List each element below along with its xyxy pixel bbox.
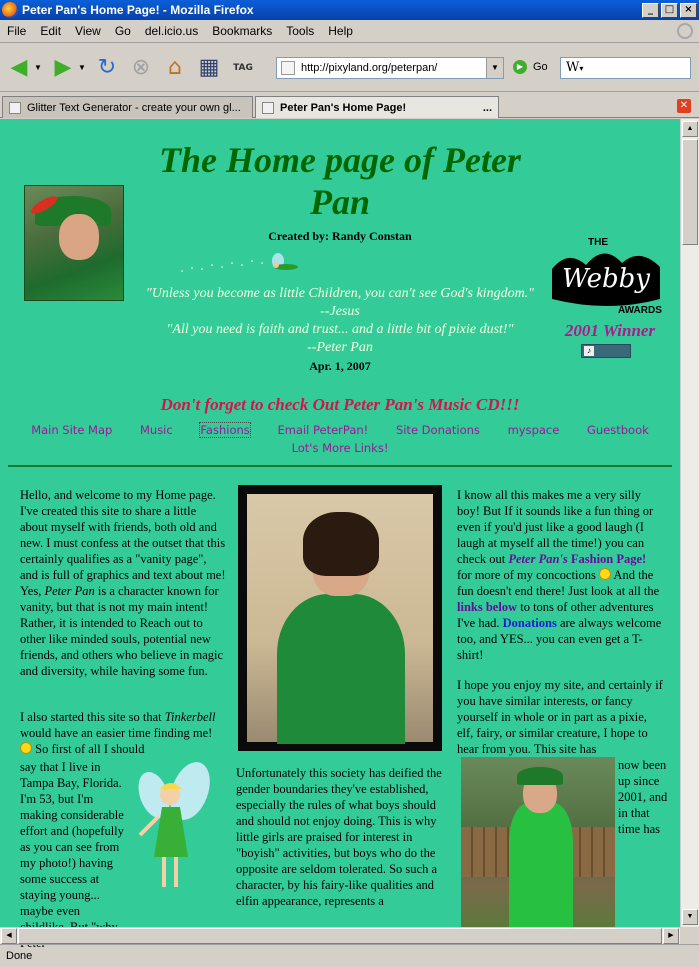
menu-tools[interactable]: Tools — [286, 24, 315, 38]
tab-glitter[interactable]: Glitter Text Generator - create your own gl... — [2, 96, 253, 118]
go-icon: ▶ — [513, 60, 527, 74]
reload-icon[interactable]: ↻ — [97, 55, 117, 80]
nav-myspace[interactable]: myspace — [507, 423, 560, 437]
quote-jesus-attribution: --Jesus — [320, 304, 360, 319]
close-tab-icon[interactable]: ✕ — [677, 99, 691, 113]
audio-player[interactable] — [581, 344, 631, 358]
scroll-corner — [680, 927, 699, 944]
tinkerbell-sparkle-icon — [178, 251, 313, 277]
quote-peterpan-attribution: --Peter Pan — [307, 340, 373, 355]
scroll-left-icon[interactable]: ◀ — [1, 928, 17, 944]
status-bar: Done — [0, 944, 699, 967]
webby-awards-logo — [548, 229, 666, 321]
window-title: Peter Pan's Home Page! - Mozilla Firefox — [22, 3, 254, 17]
tinkerbell-paragraph: I also started this site so that Tinkerbell would have an easier time finding me! So first of all I should — [20, 710, 216, 756]
close-button[interactable]: × — [680, 3, 697, 18]
menu-go[interactable]: Go — [114, 24, 131, 38]
forward-history-dropdown[interactable]: ▼ — [78, 63, 86, 72]
home-icon[interactable]: ⌂ — [168, 55, 182, 80]
age-paragraph: say that I live in Tampa Bay, Florida. I'm 53, but I'm making considerable effort and (hopefully as you can see from my photo!) having some success at staying young... maybe even — [20, 760, 124, 918]
go-button[interactable]: ▶ Go — [513, 60, 548, 74]
smiley-icon — [20, 742, 32, 754]
vertical-scrollbar[interactable] — [680, 119, 699, 927]
peter-pan-costume-photo — [461, 757, 615, 929]
site-nav — [10, 421, 670, 457]
svg-text:AWARDS: AWARDS — [618, 305, 662, 316]
since-paragraph: now been up since 2001, and in that time has — [618, 758, 668, 836]
intro-paragraph: Hello, and welcome to my Home page. I've created this site to share a little about myself with friends, both old and new. I must confess at the outset that this certainly qualifies as a "vanity page", and is full of graphics and text about me! Yes, Peter Pan is a character known for vanity, but that is not my main intent! Rather, it is intended to Reach out to other like minded souls, potential new friends, and others who believe in magic and diversity, while having some fun. — [20, 488, 226, 678]
back-arrow-icon[interactable]: ◀ — [10, 55, 28, 80]
nav-more-links[interactable]: Lot's More Links! — [291, 441, 389, 455]
hscroll-thumb[interactable] — [18, 928, 662, 944]
page-title: The Home page of Peter Pan — [159, 140, 521, 222]
url-bar[interactable] — [276, 57, 504, 79]
search-input[interactable]: W▾ — [560, 57, 691, 79]
navigation-toolbar — [0, 44, 699, 92]
menu-help[interactable]: Help — [328, 24, 353, 38]
wikipedia-icon: W — [566, 60, 580, 75]
gender-paragraph: Unfortunately this society has deified the gender boundaries they've established, especially the rules of what boys should and should not enjoy doing. This is why little girls are praised for interest in "boyish" activities, but boys who do the opposite are seldom tolerated. So such a character, by his fairy-like qualities and elfin appearance, represents a — [236, 766, 442, 908]
tinkerbell-image — [128, 761, 218, 897]
fun-paragraph: I know all this makes me a very silly boy! But If it sounds like a fun thing or even if you'd just like a good laugh (I laugh at myself all the time!) you can check out Peter Pan's Fashion Page! for more of my concoctions And the fun doesn't end there! Just look at all the links below to tons of other adventures I've had. Donations are always welcome too, and YES... you can even get a T-shirt! — [457, 488, 662, 662]
tab-peterpan[interactable]: Peter Pan's Home Page! ... — [255, 96, 499, 118]
tag-icon[interactable]: TAG — [233, 62, 253, 73]
bookmark-icon[interactable]: ▦ — [198, 55, 220, 80]
speaker-icon: ♪ — [584, 346, 594, 356]
nav-donations[interactable]: Site Donations — [395, 423, 480, 437]
back-history-dropdown[interactable]: ▼ — [34, 63, 42, 72]
quote-jesus: "Unless you become as little Children, you can't see God's kingdom." — [145, 286, 535, 301]
minimize-button[interactable]: _ — [642, 3, 659, 18]
peter-pan-photo — [238, 485, 442, 751]
svg-text:Webby: Webby — [562, 264, 650, 294]
menu-delicious[interactable]: del.icio.us — [144, 24, 199, 38]
scroll-up-icon[interactable]: ▲ — [682, 121, 698, 137]
menu-bookmarks[interactable]: Bookmarks — [212, 24, 273, 38]
forward-arrow-icon[interactable]: ▶ — [54, 55, 72, 80]
page-viewport — [0, 119, 680, 927]
menu-edit[interactable]: Edit — [40, 24, 62, 38]
scroll-thumb[interactable] — [682, 139, 698, 245]
menu-file[interactable]: File — [7, 24, 27, 38]
throbber-icon — [677, 23, 693, 39]
hope-paragraph: I hope you enjoy my site, and certainly if you have similar interests, or fancy yourself in whole or in part as a pixie, elf, fairy, or similar creature, I hope to hear from you. This site has — [457, 678, 663, 756]
divider — [8, 465, 672, 467]
page-icon — [281, 61, 295, 75]
page-icon — [262, 102, 274, 114]
created-by: Created by: Randy Constan — [268, 229, 412, 243]
fashion-page-link[interactable]: Peter Pan's Fashion Page! — [508, 552, 647, 566]
webby-winner: 2001 Winner — [564, 321, 656, 340]
scroll-down-icon[interactable]: ▼ — [682, 909, 698, 925]
stop-icon[interactable]: ⊗ — [131, 55, 151, 80]
firefox-logo-icon — [2, 2, 18, 18]
menu-bar — [0, 20, 699, 43]
nav-music[interactable]: Music — [139, 423, 173, 437]
page-icon — [9, 102, 21, 114]
page-date: Apr. 1, 2007 — [309, 359, 371, 373]
quote-peterpan: "All you need is faith and trust... and a little bit of pixie dust!" — [166, 322, 514, 337]
smiley-icon — [599, 568, 611, 580]
links-below-link[interactable]: links below — [457, 600, 518, 614]
window-titlebar — [0, 0, 699, 20]
menu-view[interactable]: View — [75, 24, 101, 38]
horizontal-scrollbar[interactable] — [0, 927, 680, 944]
url-dropdown-icon[interactable]: ▼ — [486, 58, 503, 78]
nav-guestbook[interactable]: Guestbook — [586, 423, 649, 437]
maximize-button[interactable]: □ — [661, 3, 678, 18]
music-cd-promo[interactable]: Don't forget to check Out Peter Pan's Music CD!!! — [160, 395, 520, 414]
peter-pan-portrait — [24, 185, 124, 301]
nav-fashions[interactable]: Fashions — [200, 423, 250, 437]
tab-bar — [0, 93, 699, 118]
donations-link[interactable]: Donations — [502, 616, 557, 630]
scroll-right-icon[interactable]: ▶ — [663, 928, 679, 944]
nav-email[interactable]: Email PeterPan! — [277, 423, 369, 437]
nav-main-site-map[interactable]: Main Site Map — [31, 423, 113, 437]
svg-text:THE: THE — [588, 237, 608, 248]
url-text: http://pixyland.org/peterpan/ — [301, 62, 438, 74]
